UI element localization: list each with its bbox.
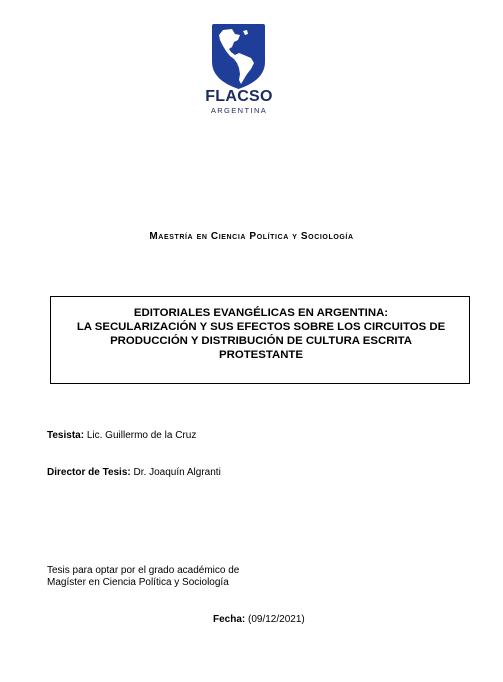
date-value: (09/12/2021): [248, 614, 305, 625]
thesis-title-line: EDITORIALES EVANGÉLICAS EN ARGENTINA:: [133, 307, 389, 319]
thesis-title-line: PROTESTANTE: [219, 349, 303, 361]
director-label: Director de Tesis:: [47, 467, 131, 478]
thesis-title-line: LA SECULARIZACIÓN Y SUS EFECTOS SOBRE LOS CIRCUITOS DE: [76, 321, 446, 333]
flacso-logo: [197, 22, 281, 118]
logo-subtitle: ARGENTINA: [210, 106, 268, 115]
tesista-label: Tesista:: [47, 430, 85, 441]
logo-name: FLACSO: [205, 88, 273, 105]
degree-line: Tesis para optar por el grado académico de: [47, 565, 240, 576]
date-label: Fecha:: [213, 614, 246, 625]
director-field: [47, 466, 221, 479]
date-field: [213, 613, 305, 626]
tesista-value: Lic. Guillermo de la Cruz: [86, 430, 197, 441]
flacso-emblem-icon: [210, 22, 267, 90]
thesis-title-line: PRODUCCIÓN Y DISTRIBUCIÓN DE CULTURA ESCRITA: [110, 335, 412, 347]
degree-line: Magíster en Ciencia Política y Sociología: [47, 577, 229, 588]
program-name: Maestría en Ciencia Política y Sociología: [149, 231, 354, 242]
director-value: Dr. Joaquín Algranti: [133, 467, 221, 478]
thesis-title-box: [50, 296, 470, 384]
tesista-field: [47, 429, 196, 442]
